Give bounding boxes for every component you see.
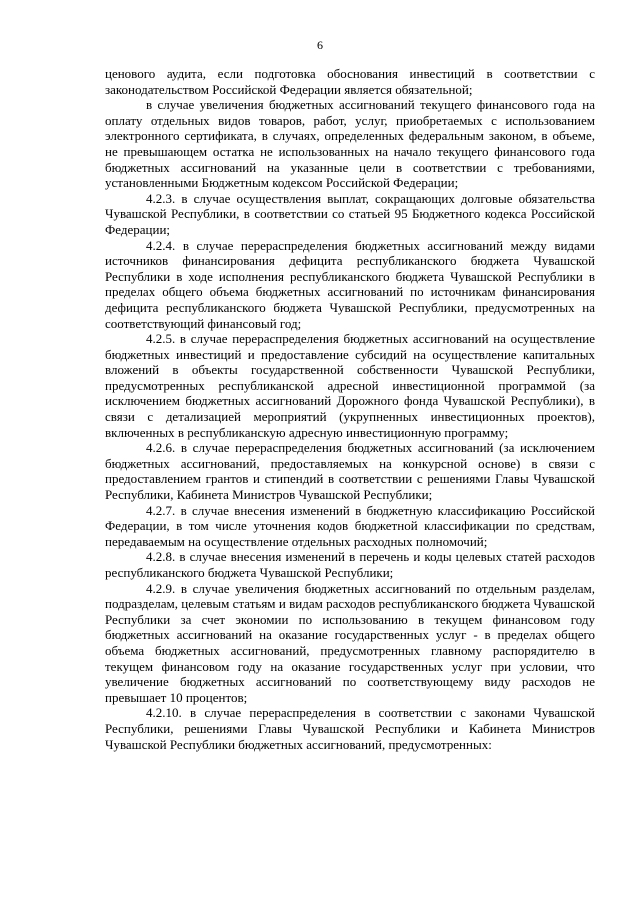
page-number: 6 bbox=[317, 38, 323, 52]
paragraph: 4.2.8. в случае внесения изменений в перечень и коды целевых статей расходов республиканского бюджета Чувашской Республики; bbox=[105, 549, 595, 580]
paragraph: ценового аудита, если подготовка обоснования инвестиций в соответствии с законодательством Российской Федерации является обязательной; bbox=[105, 66, 595, 97]
paragraph: 4.2.4. в случае перераспределения бюджетных ассигнований между видами источников финансирования дефицита республиканского бюджета Чувашской Республики в ходе исполнения республиканского бюджета Чувашской Республики в пределах общего объема бюджетных ассигнований по источникам финансирования дефицита республиканского бюджета Чувашской Республики, предусмотренных на соответствующий финансовый год; bbox=[105, 237, 595, 331]
paragraph: 4.2.7. в случае внесения изменений в бюджетную классификацию Российской Федерации, в том числе уточнения кодов бюджетной классификации по средствам, передаваемым на осуществление отдельных расходных полномочий; bbox=[105, 502, 595, 549]
paragraph: 4.2.10. в случае перераспределения в соответствии с законами Чувашской Республики, решениями Главы Чувашской Республики и Кабинета Министров Чувашской Республики бюджетных ассигнований, предусмотренных: bbox=[105, 705, 595, 752]
paragraph: 4.2.5. в случае перераспределения бюджетных ассигнований на осуществление бюджетных инвестиций и предоставление субсидий на осуществление капитальных вложений в объекты государственной собственности Чувашской Республики, предусмотренных республиканской адресной инвестиционной программой (за исключением бюджетных ассигнований Дорожного фонда Чувашской Республики), в связи с детализацией мероприятий (укрупненных инвестиционных проектов), включенных в республиканскую адресную инвестиционную программу; bbox=[105, 331, 595, 440]
paragraph: 4.2.6. в случае перераспределения бюджетных ассигнований (за исключением бюджетных ассигнований, предоставляемых на конкурсной основе) в связи с предоставлением грантов и стипендий в соответствии с решениями Главы Чувашской Республики, Кабинета Министров Чувашской Республики; bbox=[105, 440, 595, 503]
paragraph: 4.2.9. в случае увеличения бюджетных ассигнований по отдельным разделам, подразделам, целевым статьям и видам расходов республиканского бюджета Чувашской Республики за счет экономии по использованию в текущем финансовом году бюджетных ассигнований на оказание государственных услуг - в пределах общего объема бюджетных ассигнований, предусмотренных главному распорядителю в текущем финансовом году на оказание государственных услуг при условии, что увеличение бюджетных ассигнований по соответствующему виду расходов не превышает 10 процентов; bbox=[105, 580, 595, 705]
paragraph: в случае увеличения бюджетных ассигнований текущего финансового года на оплату отдельных видов товаров, работ, услуг, приобретаемых с использованием электронного сертификата, в случаях, определенных федеральным законом, в объеме, не превышающем остатка не использованных на начало текущего финансового года бюджетных ассигнований на указанные цели в соответствии с требованиями, установленными Бюджетным кодексом Российской Федерации; bbox=[105, 97, 595, 191]
paragraph: 4.2.3. в случае осуществления выплат, сокращающих долговые обязательства Чувашской Республики, в соответствии со статьей 95 Бюджетного кодекса Российской Федерации; bbox=[105, 190, 595, 237]
document-body bbox=[105, 66, 595, 752]
